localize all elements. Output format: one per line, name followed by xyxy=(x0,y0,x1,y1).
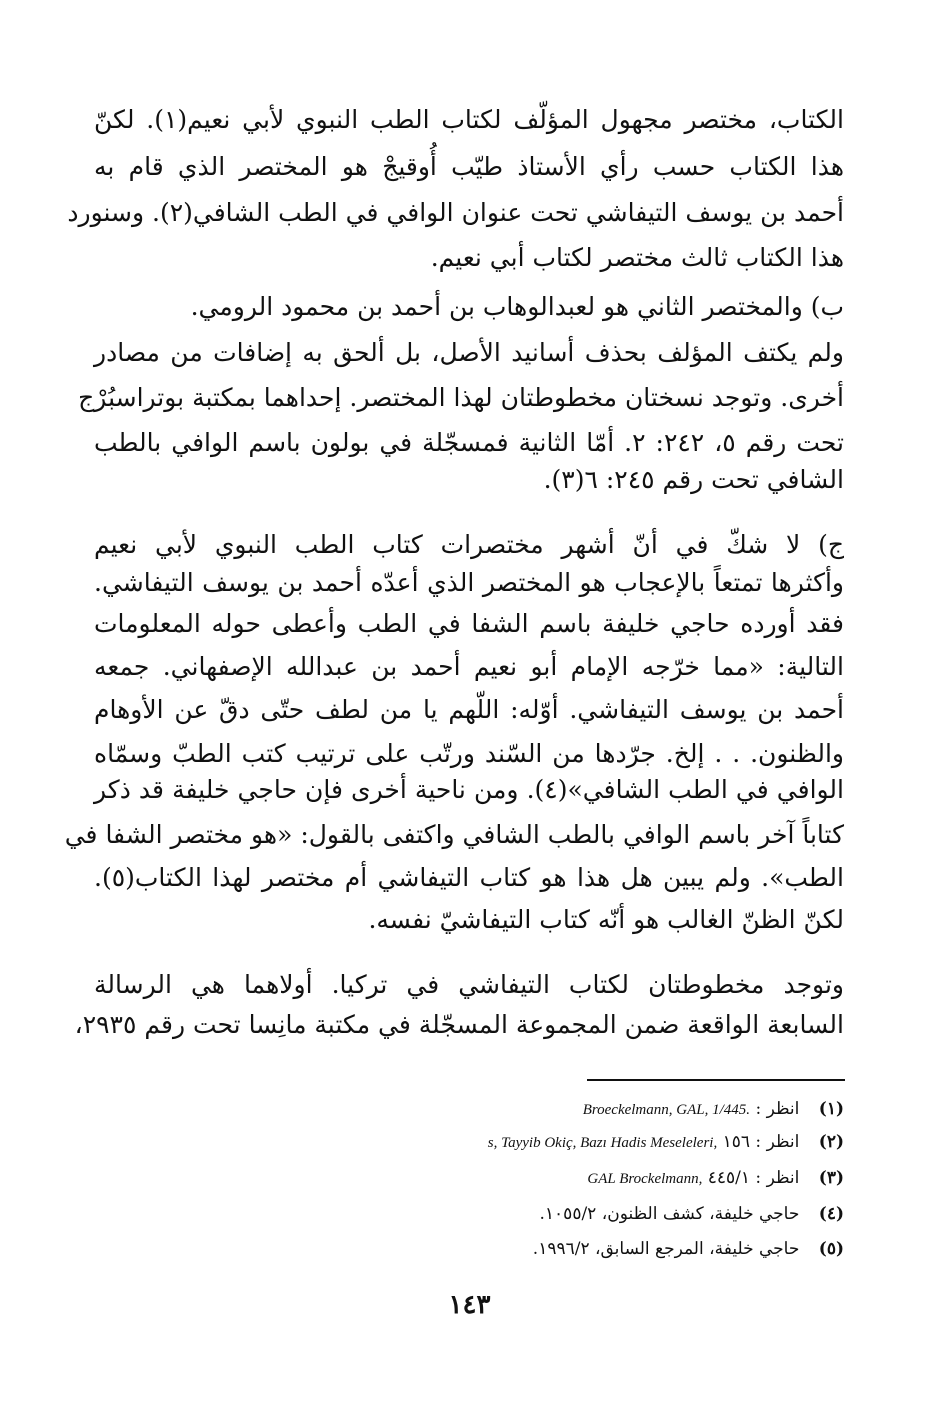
text-line: السابعة الواقعة ضمن المجموعة المسجّلة في مكتبة مانِسا تحت رقم ٢٩٣٥، xyxy=(74,1010,844,1039)
footnote-arabic: انظر : ٤٤٥/١ xyxy=(707,1168,800,1188)
text-line: هذا الكتاب حسب رأي الأستاذ طيّب أُوقيجْ هو المختصر الذي قام به xyxy=(94,152,844,181)
text-line: الشافي تحت رقم ٢٤٥: ٦(٣). xyxy=(543,465,844,494)
text-line: الطب». ولم يبين هل هذا هو كتاب التيفاشي أم مختصر لهذا الكتاب(٥). xyxy=(94,863,844,892)
text-line: تحت رقم ٥، ٢٤٢: ٢. أمّا الثانية فمسجّلة في بولون باسم الوافي بالطب xyxy=(94,428,845,457)
footnote xyxy=(284,1163,844,1193)
text-line: التالية: «مما خرّجه الإمام أبو نعيم أحمد بن عبدالله الإصفهاني. جمعه xyxy=(94,652,844,681)
footnote xyxy=(284,1127,844,1157)
text-line: الوافي في الطب الشافي»(٤). ومن ناحية أخرى فإن حاجي خليفة قد ذكر xyxy=(94,775,844,804)
footnote xyxy=(284,1094,844,1124)
text-line: أحمد بن يوسف التيفاشي تحت عنوان الوافي في الطب الشافي(٢). وسنورد xyxy=(67,198,844,227)
text-line: والظنون. . . إلخ. جرّدها من السّند ورتّب على ترتيب كتب الطبّ وسمّاه xyxy=(94,739,844,768)
text-line: هذا الكتاب ثالث مختصر لكتاب أبي نعيم. xyxy=(430,243,844,272)
text-line: ج) لا شكّ في أنّ أشهر مختصرات كتاب الطب النبوي لأبي نعيم xyxy=(94,530,844,559)
text-line: وأكثرها تمتعاً بالإعجاب هو المختصر الذي أعدّه أحمد بن يوسف التيفاشي. xyxy=(94,568,844,597)
page-number: ١٤٣ xyxy=(448,1290,491,1320)
text-line: لكنّ الظنّ الغالب هو أنّه كتاب التيفاشيّ نفسه. xyxy=(368,905,844,934)
text-line: فقد أورده حاجي خليفة باسم الشفا في الطب وأعطى حوله المعلومات xyxy=(94,609,844,638)
footnote-separator xyxy=(587,1079,845,1081)
footnote-number: (١) xyxy=(818,1099,844,1119)
text-line: وتوجد مخطوطتان لكتاب التيفاشي في تركيا. أولاهما هي الرسالة xyxy=(94,970,844,999)
text-line: كتاباً آخر باسم الوافي بالطب الشافي واكتفى بالقول: «هو مختصر الشفا في xyxy=(64,820,844,849)
text-line: الكتاب، مختصر مجهول المؤلّف لكتاب الطب النبوي لأبي نعيم(١). لكنّ xyxy=(94,105,844,134)
text-line: أخرى. وتوجد نسختان مخطوطتان لهذا المختصر. إحداهما بمكتبة بوتراسبُرْج xyxy=(78,383,844,412)
footnote-arabic: حاجي خليفة، المرجع السابق، ١٩٩٦/٢. xyxy=(532,1239,800,1259)
footnote xyxy=(284,1234,844,1264)
footnote-arabic: انظر : ١٥٦ xyxy=(722,1132,800,1152)
footnote-number: (٥) xyxy=(818,1239,844,1259)
footnote-number: (٣) xyxy=(818,1168,844,1188)
footnote-arabic: انظر : xyxy=(755,1099,800,1119)
text-line: ب) والمختصر الثاني هو لعبدالوهاب بن أحمد بن محمود الرومي. xyxy=(190,292,844,321)
footnote-arabic: حاجي خليفة، كشف الظنون، ١٠٥٥/٢. xyxy=(539,1204,800,1224)
text-line: أحمد بن يوسف التيفاشي. أوّله: اللّهم يا من لطف حتّى دقّ عن الأوهام xyxy=(94,695,844,724)
footnote xyxy=(284,1199,844,1229)
footnote-latin: s, Tayyib Okiç, Bazı Hadis Meseleleri, xyxy=(487,1135,718,1151)
footnote-number: (٢) xyxy=(818,1132,844,1152)
footnote-number: (٤) xyxy=(818,1204,844,1224)
footnote-latin: GAL Brockelmann, xyxy=(587,1171,703,1187)
text-line: ولم يكتف المؤلف بحذف أسانيد الأصل، بل ألحق به إضافات من مصادر xyxy=(94,338,844,367)
footnote-latin: Broeckelmann, GAL, 1/445. xyxy=(582,1102,751,1118)
